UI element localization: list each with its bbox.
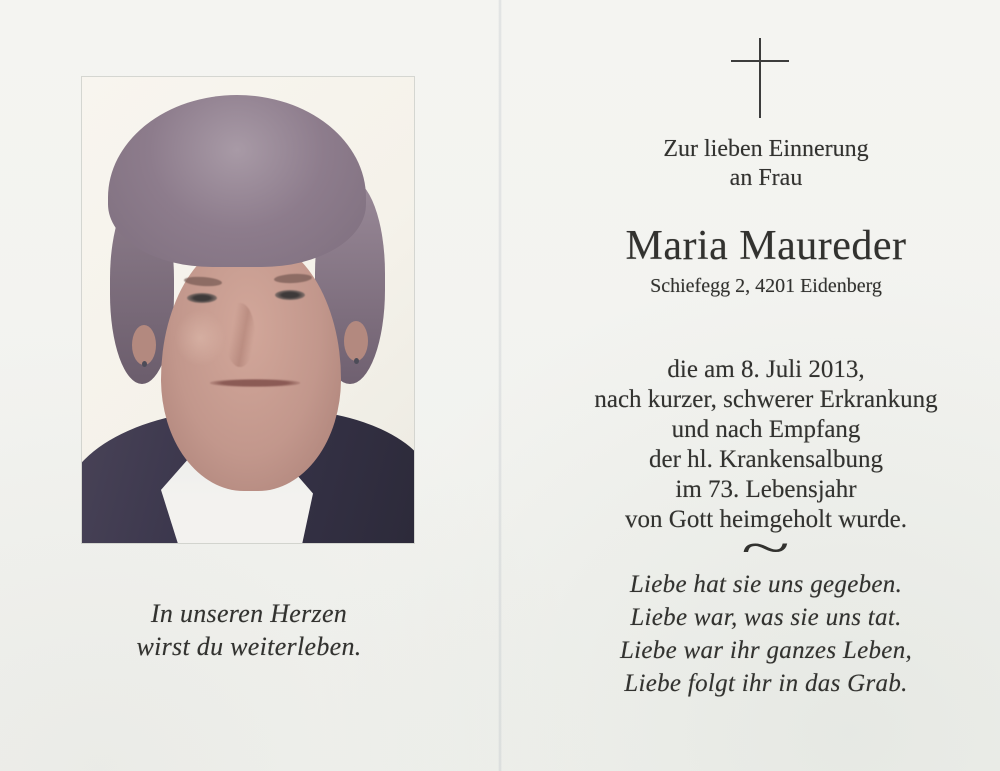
- obituary-line: nach kurzer, schwerer Erkrankung: [594, 386, 938, 413]
- cross-icon: [730, 38, 790, 118]
- memorial-intro: [526, 135, 1000, 193]
- caption-line: wirst du weiterleben.: [136, 632, 362, 661]
- photo-caption: [84, 597, 414, 663]
- portrait-eyebrow-left: [184, 276, 223, 288]
- intro-line: an Frau: [729, 165, 803, 191]
- obituary-line: und nach Empfang: [671, 416, 861, 443]
- obituary-text: [526, 355, 1000, 535]
- portrait-eye-left: [187, 293, 217, 303]
- deceased-address: Schiefegg 2, 4201 Eidenberg: [650, 275, 882, 297]
- tilde-glyph: ~: [741, 519, 791, 575]
- portrait-eyebrow-right: [274, 273, 312, 284]
- obituary-line: im 73. Lebensjahr: [675, 476, 857, 503]
- verse-line: Liebe war ihr ganzes Leben,: [619, 637, 913, 664]
- obituary-line: die am 8. Juli 2013,: [667, 356, 865, 383]
- portrait-nose-shadow: [225, 303, 255, 367]
- obituary-line: von Gott heimgeholt wurde.: [625, 506, 907, 533]
- verse-line: Liebe folgt ihr in das Grab.: [624, 670, 908, 697]
- portrait-eye-right: [275, 290, 305, 300]
- fold-line: [498, 0, 502, 771]
- intro-line: Zur lieben Einnerung: [663, 136, 869, 162]
- memorial-verse: [526, 568, 1000, 700]
- verse-line: Liebe war, was sie uns tat.: [630, 604, 902, 631]
- obituary-line: der hl. Krankensalbung: [649, 446, 883, 473]
- deceased-name: Maria Maureder: [625, 223, 907, 269]
- portrait-face-features: [82, 77, 414, 543]
- cross-vertical-bar: [759, 38, 761, 118]
- caption-line: In unseren Herzen: [150, 599, 348, 628]
- verse-line: Liebe hat sie uns gegeben.: [629, 571, 903, 598]
- portrait-mouth: [210, 379, 300, 387]
- portrait-photo: [82, 77, 414, 543]
- portrait-cheek-highlight: [174, 309, 226, 367]
- cross-horizontal-bar: [731, 60, 789, 62]
